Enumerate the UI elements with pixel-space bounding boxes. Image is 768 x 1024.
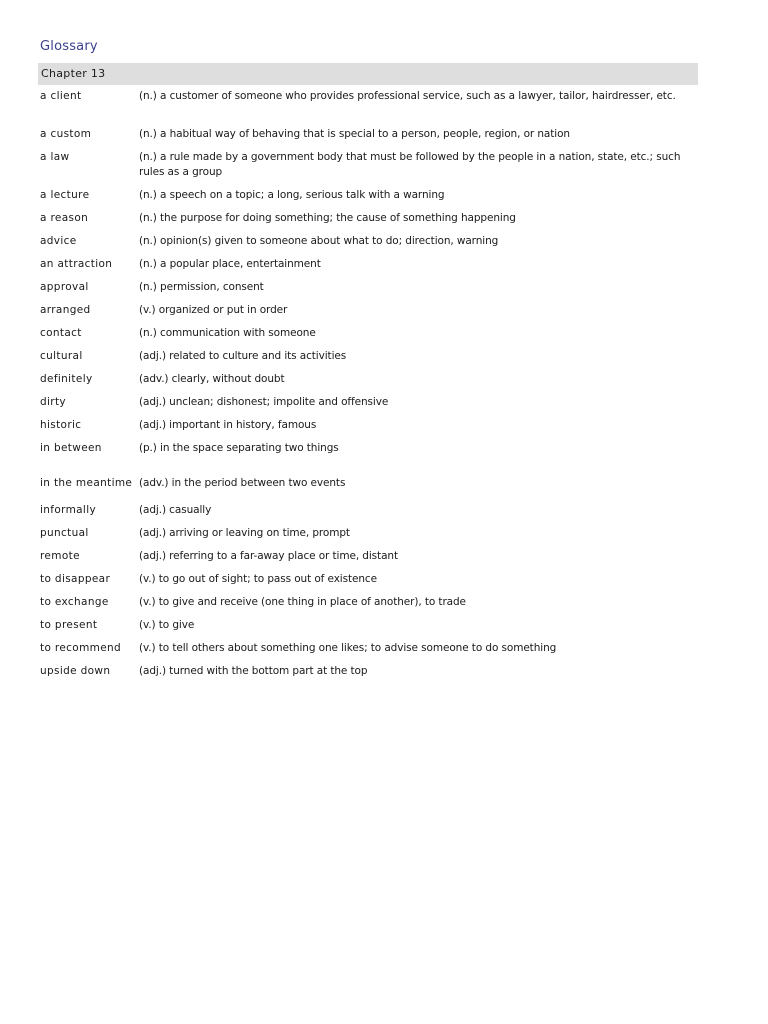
glossary-term: arranged [40,304,91,316]
glossary-definition: (adj.) unclean; dishonest; impolite and offensive [139,396,389,408]
glossary-definition: (n.) permission, consent [139,281,264,293]
glossary-entry [38,326,698,349]
glossary-definition: (adv.) clearly, without doubt [139,373,285,385]
glossary-entry [38,257,698,280]
glossary-definition: (v.) organized or put in order [139,304,288,316]
glossary-definition: (n.) a rule made by a government body that must be followed by the people in a nation, state, etc.; such rules as a group [139,151,681,178]
glossary-term: contact [40,327,82,339]
glossary-entry [38,595,698,618]
glossary-term: a law [40,151,70,163]
glossary-entry [38,503,698,526]
glossary-definition: (n.) opinion(s) given to someone about what to do; direction, warning [139,235,499,247]
glossary-entry [38,664,698,687]
glossary-entry [38,280,698,303]
glossary-definition: (adj.) arriving or leaving on time, prompt [139,527,350,539]
glossary-term: approval [40,281,89,293]
glossary-term: historic [40,419,82,431]
glossary-term: cultural [40,350,83,362]
glossary-entry [38,395,698,418]
glossary-definition: (v.) to tell others about something one likes; to advise someone to do something [139,642,557,654]
glossary-entry [38,549,698,572]
glossary-entry [38,349,698,372]
glossary-definition: (adj.) casually [139,504,212,516]
glossary-entry [38,464,698,503]
glossary-term: punctual [40,527,89,539]
glossary-entry [38,372,698,395]
glossary-term: in between [40,442,102,454]
glossary-definition: (adv.) in the period between two events [139,477,346,489]
glossary-term: to recommend [40,642,122,654]
glossary-entry [38,127,698,150]
glossary-list [38,89,698,687]
glossary-term: dirty [40,396,66,408]
glossary-entry [38,150,698,188]
chapter-header [38,63,698,85]
glossary-definition: (adj.) related to culture and its activities [139,350,347,362]
glossary-term: remote [40,550,80,562]
glossary-term: a lecture [40,189,90,201]
page-title: Glossary [40,39,98,54]
glossary-term: informally [40,504,97,516]
glossary-definition: (adj.) important in history, famous [139,419,317,431]
glossary-definition: (n.) a popular place, entertainment [139,258,321,270]
glossary-term: a custom [40,128,92,140]
glossary-definition: (p.) in the space separating two things [139,442,339,454]
glossary-term: in the meantime [40,477,133,489]
glossary-term: a reason [40,212,89,224]
glossary-term: definitely [40,373,93,385]
glossary-definition: (v.) to give [139,619,195,631]
glossary-term: a client [40,90,82,102]
glossary-entry [38,572,698,595]
glossary-definition: (n.) a customer of someone who provides professional service, such as a lawyer, tailor, hairdresser, etc. [139,90,676,102]
glossary-definition: (adj.) turned with the bottom part at the top [139,665,368,677]
glossary-definition: (n.) the purpose for doing something; the cause of something happening [139,212,516,224]
glossary-entry [38,234,698,257]
glossary-term: upside down [40,665,111,677]
glossary-term: an attraction [40,258,113,270]
glossary-entry [38,303,698,326]
glossary-entry [38,188,698,211]
glossary-definition: (n.) a speech on a topic; a long, serious talk with a warning [139,189,445,201]
glossary-term: to disappear [40,573,111,585]
glossary-entry [38,89,698,127]
glossary-definition: (v.) to go out of sight; to pass out of existence [139,573,377,585]
glossary-entry [38,618,698,641]
glossary-definition: (n.) communication with someone [139,327,316,339]
glossary-entry [38,441,698,464]
glossary-term: to present [40,619,98,631]
glossary-term: to exchange [40,596,109,608]
chapter-label: Chapter 13 [41,67,106,80]
glossary-definition: (n.) a habitual way of behaving that is special to a person, people, region, or nation [139,128,570,140]
glossary-definition: (v.) to give and receive (one thing in place of another), to trade [139,596,466,608]
glossary-term: advice [40,235,77,247]
glossary-entry [38,641,698,664]
glossary-definition: (adj.) referring to a far-away place or time, distant [139,550,398,562]
glossary-entry [38,526,698,549]
glossary-entry [38,418,698,441]
glossary-entry [38,211,698,234]
